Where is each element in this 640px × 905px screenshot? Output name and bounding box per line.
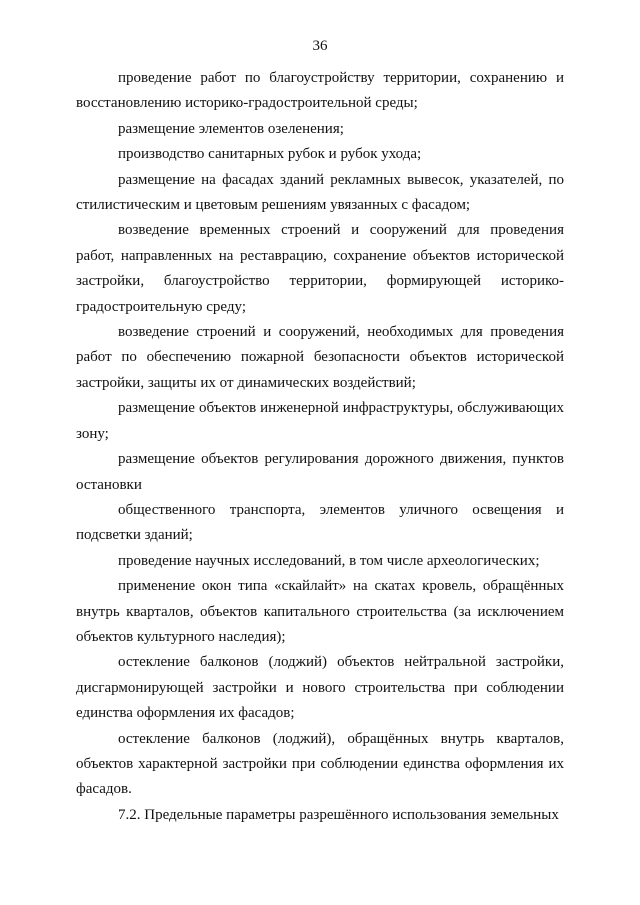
paragraph-landscaping-works: проведение работ по благоустройству территории, сохранению и восстановлению историко-градостроительной среды; (76, 70, 564, 112)
paragraph-engineering-infrastructure: размещение объектов инженерной инфраструктуры, обслуживающих зону; (76, 400, 564, 442)
paragraph-fire-safety-structures: возведение строений и сооружений, необходимых для проведения работ по обеспечению пожарной безопасности объектов исторической застройки, защиты их от динамических воздействий; (76, 324, 564, 391)
paragraph-facade-signage: размещение на фасадах зданий рекламных вывесок, указателей, по стилистическим и цветовым решениям увязанных с фасадом; (76, 171, 564, 214)
paragraph-scientific-research: проведение научных исследований, в том числе археологических; (118, 552, 540, 569)
paragraph-balcony-glazing-characteristic: остекление балконов (лоджий), обращённых внутрь кварталов, объектов характерной застройки при соблюдении единства оформления их фасадов. (76, 730, 564, 798)
document-body (76, 66, 564, 828)
paragraph-greenery: размещение элементов озеленения; (118, 120, 344, 137)
paragraph-temporary-structures: возведение временных строений и сооружений для проведения работ, направленных на реставрацию, сохранение объектов исторической застройки, благоустройство территории, формирующей историко-градостроительную среду; (76, 222, 564, 315)
paragraph-public-transport-lighting: общественного транспорта, элементов уличного освещения и подсветки зданий; (76, 501, 564, 544)
paragraph-balcony-glazing-neutral: остекление балконов (лоджий) объектов нейтральной застройки, дисгармонирующей застройки и нового строительства при соблюдении единства оформления их фасадов; (76, 654, 564, 722)
page-number: 36 (312, 38, 328, 54)
paragraph-sanitary-felling: производство санитарных рубок и рубок ухода; (118, 146, 422, 163)
paragraph-traffic-regulation: размещение объектов регулирования дорожного движения, пунктов остановки (76, 451, 564, 493)
paragraph-section-heading: 7.2. Предельные параметры разрешённого использования земельных (118, 806, 559, 823)
paragraph-skylight-windows: применение окон типа «скайлайт» на скатах кровель, обращённых внутрь кварталов, объектов капитального строительства (за исключением объектов культурного наследия); (76, 578, 564, 645)
